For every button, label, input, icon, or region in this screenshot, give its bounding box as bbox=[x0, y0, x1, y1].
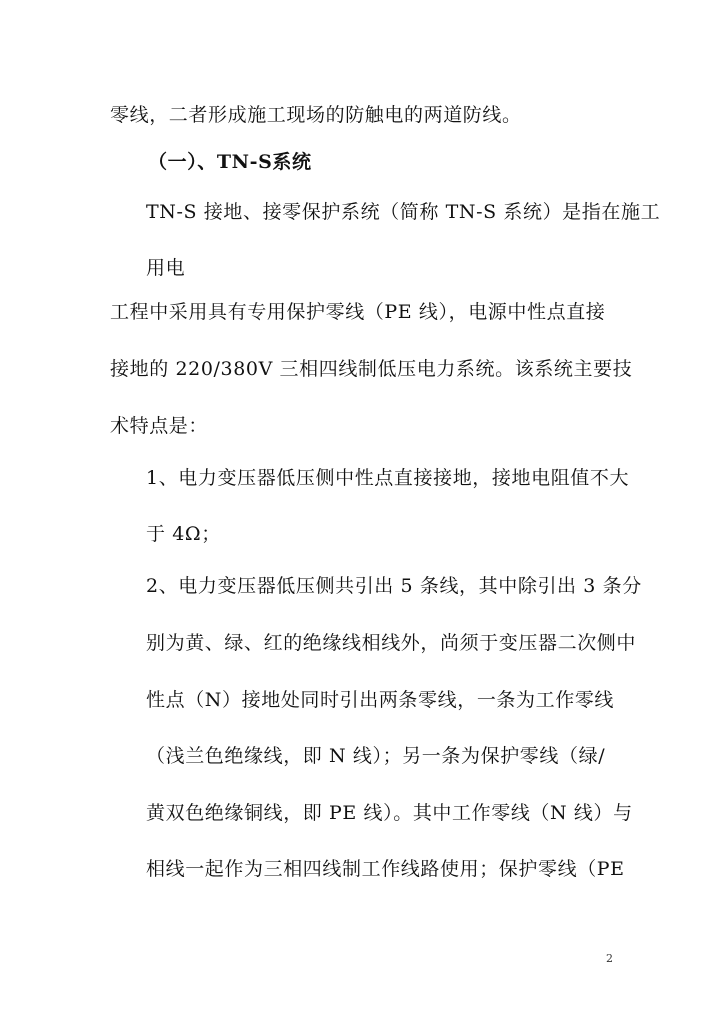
list-item-2-line-2: 别为黄、绿、红的绝缘线相线外，尚须于变压器二次侧中 bbox=[146, 632, 637, 654]
paragraph-line-7: 术特点是： bbox=[110, 415, 209, 437]
paragraph-line-3: TN-S 接地、接零保护系统（简称 TN-S 系统）是指在施工 bbox=[146, 201, 661, 223]
list-item-2-line-1: 2、电力变压器低压侧共引出 5 条线，其中除引出 3 条分 bbox=[146, 575, 642, 597]
list-item-2-line-4: （浅兰色绝缘线，即 N 线）；另一条为保护零线（绿/ bbox=[146, 745, 606, 767]
list-item-2-line-3: 性点（N）接地处同时引出两条零线，一条为工作零线 bbox=[146, 689, 615, 711]
paragraph-line-1: 零线，二者形成施工现场的防触电的两道防线。 bbox=[110, 104, 522, 126]
list-item-2-line-6: 相线一起作为三相四线制工作线路使用；保护零线（PE bbox=[146, 858, 625, 880]
paragraph-line-4: 用电 bbox=[146, 257, 186, 279]
section-heading-tn-s: （一）、TN-S系统 bbox=[148, 151, 312, 173]
list-item-1-line-1: 1、电力变压器低压侧中性点直接接地，接地电阻值不大 bbox=[146, 467, 630, 489]
paragraph-line-5: 工程中采用具有专用保护零线（PE 线），电源中性点直接 bbox=[110, 301, 606, 323]
page-number: 2 bbox=[606, 952, 613, 965]
list-item-1-line-2: 于 4Ω； bbox=[146, 523, 221, 545]
paragraph-line-6: 接地的 220/380V 三相四线制低压电力系统。该系统主要技 bbox=[110, 358, 633, 380]
list-item-2-line-5: 黄双色绝缘铜线，即 PE 线）。其中工作零线（N 线）与 bbox=[146, 802, 633, 824]
